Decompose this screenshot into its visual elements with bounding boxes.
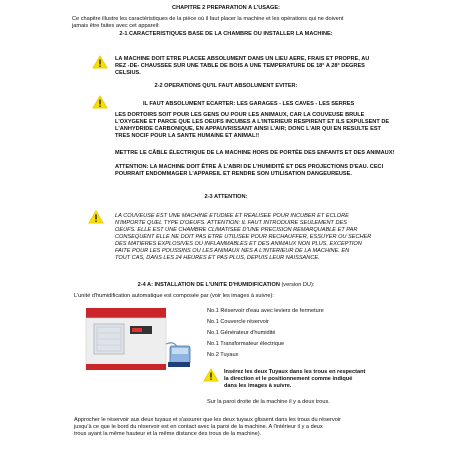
s21-line-2: REZ -DE- CHAUSSEE SUR UNE TABLE DE BOIS A UNE TEMPERATURE DE 18° A 28° DEGRES	[115, 63, 365, 69]
section-2-4-heading	[0, 282, 452, 289]
s22-attention-1: ATTENTION: LA MACHINE DOIT ÊTRE À L'ABRI DE L'HUMIDITÉ ET DES PROJECTIONS D'EAU. CECI	[115, 164, 384, 170]
part-item: No.1 Couvercle réservoir	[207, 319, 269, 325]
section-2-3-heading: 2-3 ATTENTION:	[204, 194, 248, 200]
s23-line-5: DES MATIERES EXPLOSIVES OU INFLAMMABLES ET DES ANIMAUX NON PLUS. EXCEPTION	[115, 241, 362, 247]
s23-line-3: OEUFS. ELLE EST UNE CHAMBRE CLIMATISEE D'UNE PRECISION REMARQUABLE ET PAR	[115, 227, 358, 233]
insert-line-1: Insérez les deux Tuyaux dans les trous en respectant	[224, 369, 366, 375]
part-item: No.2 Tuyaux	[207, 352, 239, 358]
s22-line-2: L'OXYGENE ET PARCE QUE LES OEUFS INCUBES A L'INTERIEUR RESPIRENT ET ILS EXPULSENT DE	[115, 119, 390, 125]
wall-holes-note: Sur la paroi droite de la machine il y a deux trous.	[207, 399, 330, 405]
intro-line-2: jamais être faites avec cet appareil:	[72, 23, 160, 29]
s23-line-6: FAITE POUR LES POUSSINS OU LES ANIMAUX NES A L'INTERIEUR DE LA MACHINE. EN	[115, 248, 350, 254]
section-2-1-heading: 2-1 CARACTERISTIQUES BASE DE LA CHAMBRE OU INSTALLER LA MACHINE:	[119, 31, 333, 37]
s21-line-3: CELSIUS.	[115, 70, 141, 76]
chapter-title: CHAPITRE 2 PREPARATION A L'USAGE:	[172, 5, 280, 11]
s23-line-2: N'IMPORTE QUEL TYPE D'OEUFS. ATTENTION: IL FAUT INTRODUIRE SEULEMENT DES	[115, 220, 348, 226]
warning-icon	[92, 95, 108, 114]
s21-line-1: LA MACHINE DOIT ETRE PLACEE ABSOLUMENT DANS UN LIEU AERE, FRAIS ET PROPRE, AU	[115, 56, 370, 62]
part-item: No.1 Générateur d'humidité	[207, 330, 276, 336]
insert-line-3: dans les images à suivre.	[224, 383, 292, 389]
s22-line-1: LES DORTOIRS SOIT POUR LES GENS OU POUR LES ANIMAUX, CAR LA COUVEUSE BRULE	[115, 112, 365, 118]
s22-avoid-list: IL FAUT ABSOLUMENT ECARTER: LES GARAGES - LES CAVES - LES SERRES	[143, 101, 355, 107]
s22-cable-warning: METTRE LE CÂBLE ÉLECTRIQUE DE LA MACHINE HORS DE PORTÉE DES ENFANTS ET DES ANIMAUX!	[115, 150, 395, 156]
s23-line-1: LA COUVEUSE EST UNE MACHINE ETUDIEE ET REALISEE POUR INCUBER ET ECLORE	[115, 213, 349, 219]
s23-line-4: CONSEQUENT ELLE NE DOIT PAS ETRE UTILISEE POUR RECHAUFFER, ESSUYER OU SECHER	[115, 234, 372, 240]
section-2-4-heading-suffix: (version DU):	[279, 282, 315, 288]
warning-icon	[92, 55, 108, 74]
part-item: No.1 Transformateur électrique	[207, 341, 285, 347]
s22-line-3: L'ANHYDRIDE CARBONIQUE, EN APPAUVRISSANT AINSI L'AIR; DONC L'AIR QUI EN RESULTE EST	[115, 126, 381, 132]
insert-line-2: la direction et le positionnement comme indiqué	[224, 376, 353, 382]
s23-line-7: TOUT CAS, DANS LES 24 HEURES ET PAS PLUS, DEPUIS LEUR NAISSANCE.	[115, 255, 320, 261]
warning-icon	[203, 368, 219, 387]
closing-line-2: jusqu'à ce que le bord du réservoir est en contact avec la paroi de la machine. A l'intérieur il y a deux	[74, 424, 323, 430]
section-2-2-heading: 2-2 OPERATIONS QU'IL FAUT ABSOLUMENT EVITER:	[154, 83, 298, 89]
s22-attention-2: POURRAIT ENDOMMAGER L'APPAREIL ET RENDRE SON UTILISATION DANGEUREUSE.	[115, 171, 352, 177]
intro-line-1: Ce chapitre illustre les caractéristiques de la pièce où il faut placer la machine et les opérations qui ne doivent	[72, 16, 344, 22]
s22-line-4: TRES NOCIF POUR LA SANTE HUMAINE ET ANIMAL!!	[115, 133, 260, 139]
part-item: No.1 Réservoir d'eau avec leviers de fermeture	[207, 308, 324, 314]
closing-line-1: Approcher le réservoir aux deux tuyaux et s'assurer que les deux tuyaux glissent dans les trous du réservoir	[74, 417, 341, 423]
closing-line-3: trous ayant la même hauteur et la même distance des trous de la machine).	[74, 431, 262, 437]
warning-icon	[88, 210, 104, 229]
incubator-photo	[80, 306, 192, 374]
s24-composed: L'unité d'humidification automatique est composée par (voir les images à suivre):	[74, 293, 274, 299]
section-2-4-heading-main: 2-4 A: INSTALLATION DE L'UNITE D'HUMIDIFICATION	[137, 282, 280, 288]
